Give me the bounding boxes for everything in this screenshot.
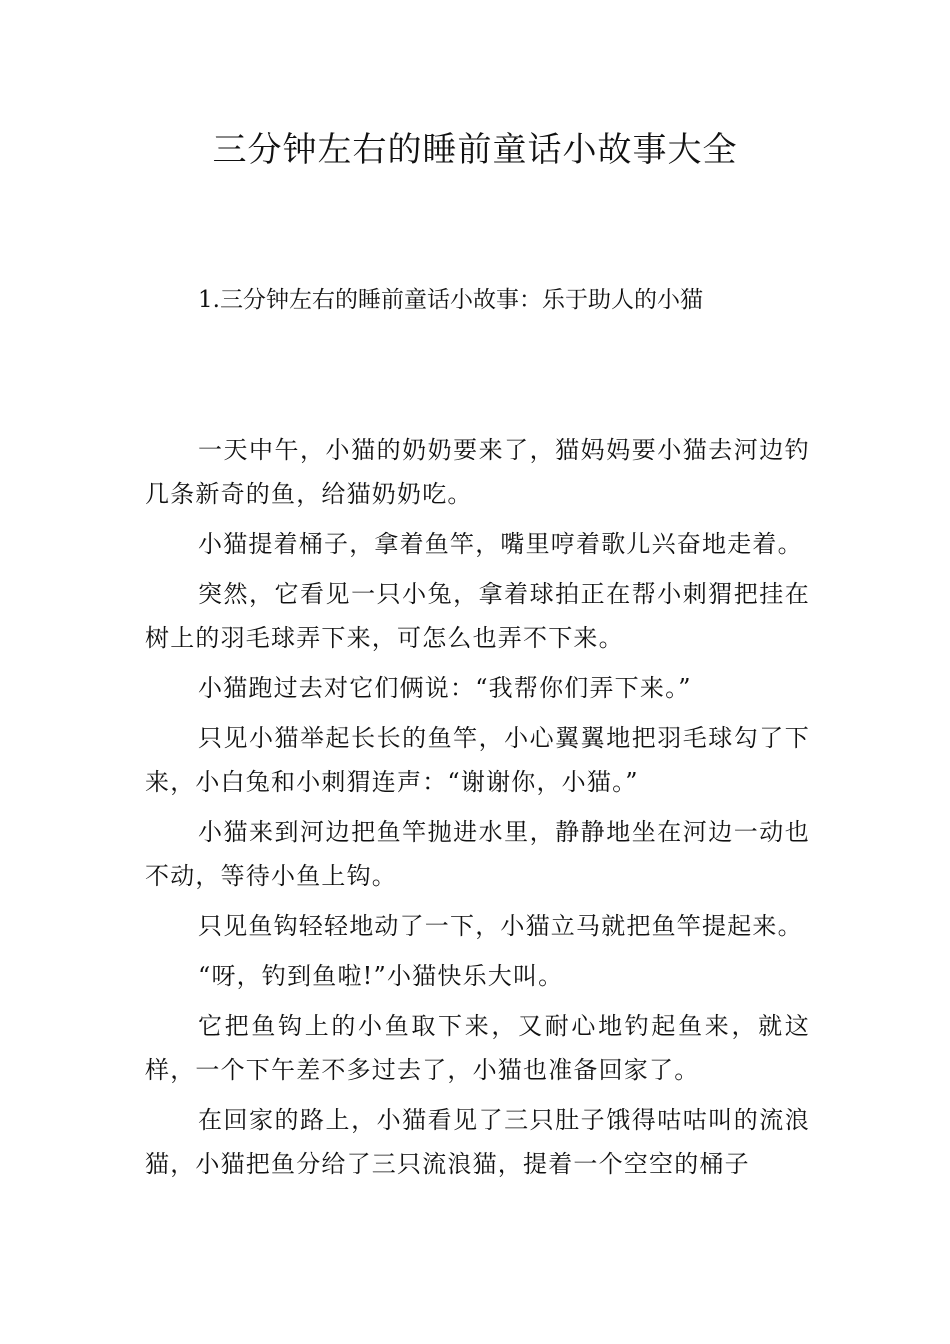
paragraph: 在回家的路上，小猫看见了三只肚子饿得咕咕叫的流浪猫，小猫把鱼分给了三只流浪猫，提着一个空空的桶子 <box>145 1106 810 1178</box>
document-title: 三分钟左右的睡前童话小故事大全 <box>212 130 738 170</box>
paragraph: 只见小猫举起长长的鱼竿，小心翼翼地把羽毛球勾了下来，小白兔和小刺猬连声：“谢谢你，小猫。” <box>145 724 810 796</box>
story-body <box>145 428 810 1192</box>
paragraph: 小猫来到河边把鱼竿抛进水里，静静地坐在河边一动也不动，等待小鱼上钩。 <box>145 818 810 890</box>
paragraph: 它把鱼钩上的小鱼取下来，又耐心地钓起鱼来，就这样，一个下午差不多过去了，小猫也准备回家了。 <box>145 1012 810 1084</box>
paragraph: 小猫跑过去对它们俩说：“我帮你们弄下来。” <box>198 674 692 702</box>
paragraph: 突然，它看见一只小兔，拿着球拍正在帮小刺猬把挂在树上的羽毛球弄下来，可怎么也弄不下来。 <box>145 580 810 652</box>
section-heading: 1.三分钟左右的睡前童话小故事：乐于助人的小猫 <box>198 287 703 313</box>
paragraph: 小猫提着桶子，拿着鱼竿，嘴里哼着歌儿兴奋地走着。 <box>198 530 803 558</box>
paragraph: “呀，钓到鱼啦!”小猫快乐大叫。 <box>198 962 564 990</box>
paragraph: 一天中午，小猫的奶奶要来了，猫妈妈要小猫去河边钓几条新奇的鱼，给猫奶奶吃。 <box>145 436 810 508</box>
paragraph: 只见鱼钩轻轻地动了一下，小猫立马就把鱼竿提起来。 <box>198 912 803 940</box>
